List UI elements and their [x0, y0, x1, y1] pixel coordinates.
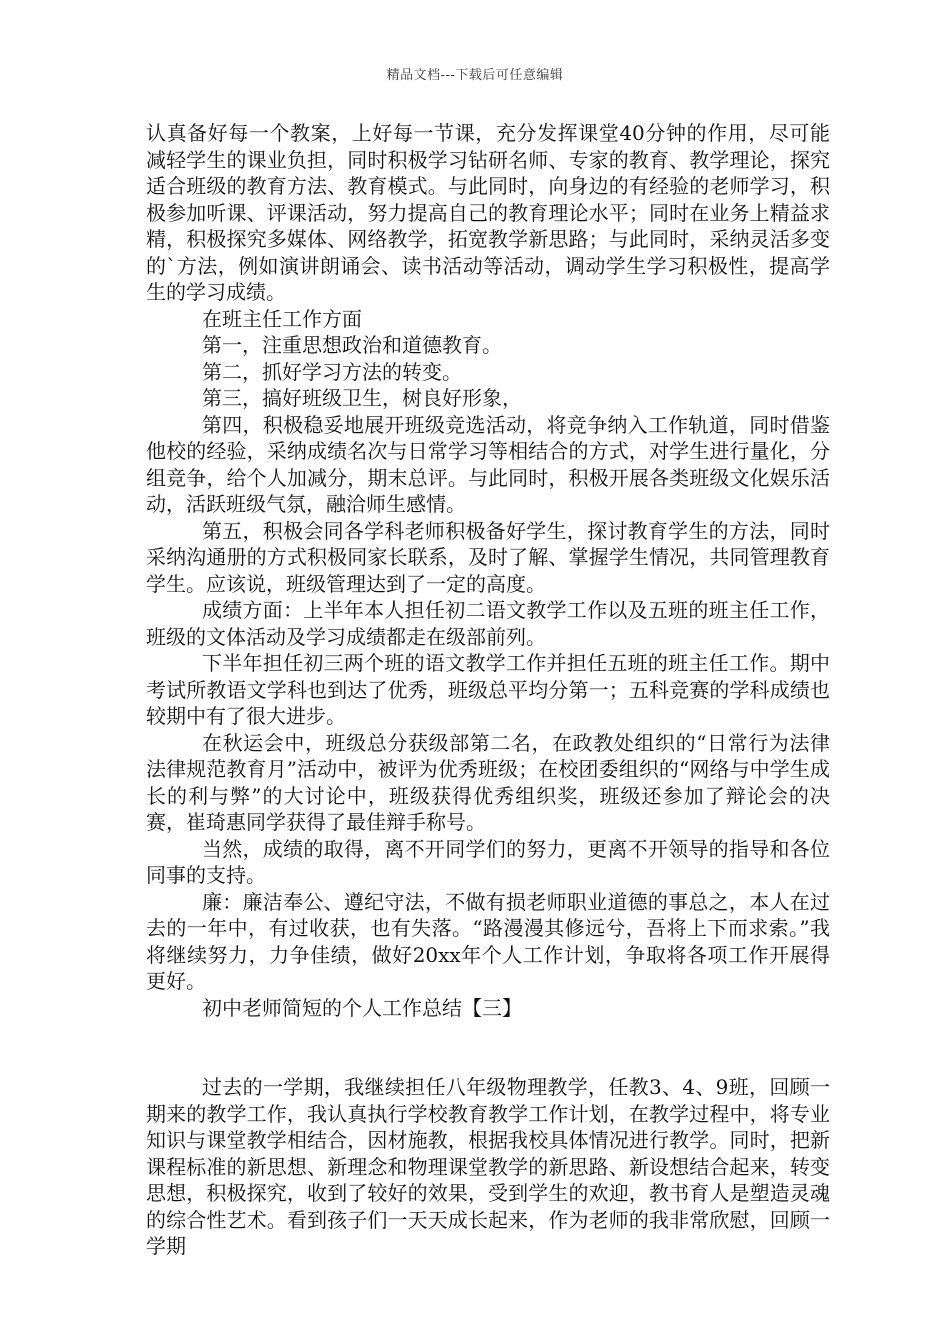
- document-body: [146, 120, 830, 1260]
- paragraph: 第一，注重思想政治和道德教育。: [202, 333, 502, 357]
- paragraph: 第五，积极会同各学科老师积极备好学生，探讨教育学生的方法，同时采纳沟通册的方式积极同家长联系，及时了解、掌握学生情况，共同管理教育学生。应该说，班级管理达到了一定的高度。: [146, 518, 830, 596]
- paragraph: 在班主任工作方面: [202, 306, 362, 331]
- paragraph: 过去的一学期，我继续担任八年级物理教学，任教3、4、9班，回顾一期来的教学工作，我认真执行学校教育教学工作计划，在教学过程中，将专业知识与课堂教学相结合，因材施教，根据我校具体情况进行教学。同时，把新课程标准的新思想、新理念和物理课堂教学的新思路、新设想结合起来，转变思想，积极探究，收到了较好的效果，受到学生的欢迎，教书育人是塑造灵魂的综合性艺术。看到孩子们一天天成长起来，作为老师的我非常欣慰，回顾一学期: [146, 1075, 830, 1258]
- paragraph: 认真备好每一个教案，上好每一节课，充分发挥课堂40分钟的作用，尽可能减轻学生的课业负担，同时积极学习钻研名师、专家的教育、教学理论，探究适合班级的教育方法、教育模式。与此同时，向身边的有经验的老师学习，积极参加听课、评课活动，努力提高自己的教育理论水平；同时在业务上精益求精，积极探究多媒体、网络教学，拓宽教学新思路；与此同时，采纳灵活多变的`方法，例如演讲朗诵会、读书活动等活动，调动学生学习积极性，提高学生的学习成绩。: [146, 121, 830, 304]
- page-header: 精品文档---下载后可任意编辑: [386, 68, 564, 83]
- section-heading: 初中老师简短的个人工作总结【三】: [202, 995, 522, 1020]
- paragraph: 第三，搞好班级卫生，树良好形象，: [202, 386, 522, 410]
- paragraph: 成绩方面：上半年本人担任初二语文教学工作以及五班的班主任工作，班级的文体活动及学习成绩都走在级部前列。: [146, 598, 830, 649]
- section-spacer: [146, 1021, 830, 1074]
- paragraph: 第四，积极稳妥地展开班级竞选活动，将竞争纳入工作轨道，同时借鉴他校的经验，采纳成绩名次与日常学习等相结合的方式，对学生进行量化，分组竞争，给个人加减分，期末总评。与此同时，积极开展各类班级文化娱乐活动，活跃班级气氛，融洽师生感情。: [146, 412, 830, 516]
- paragraph: 在秋运会中，班级总分获级部第二名，在政教处组织的“日常行为法律法律规范教育月”活动中，被评为优秀班级；在校团委组织的“网络与中学生成长的利与弊”的大讨论中，班级获得优秀组织奖，班级还参加了辩论会的决赛，崔琦惠同学获得了最佳辩手称号。: [146, 730, 830, 834]
- paragraph: 第二，抓好学习方法的转变。: [202, 359, 462, 384]
- paragraph: 廉：廉洁奉公、遵纪守法，不做有损老师职业道德的事总之，本人在过去的一年中，有过收获，也有失落。“路漫漫其修远兮，吾将上下而求索。”我将继续努力，力争佳绩，做好20xx年个人工作计划，争取将各项工作开展得更好。: [146, 889, 830, 993]
- paragraph: 当然，成绩的取得，离不开同学们的努力，更离不开领导的指导和各位同事的支持。: [146, 836, 830, 887]
- paragraph: 下半年担任初三两个班的语文教学工作并担任五班的班主任工作。期中考试所教语文学科也到达了优秀，班级总平均分第一；五科竞赛的学科成绩也较期中有了很大进步。: [146, 651, 830, 728]
